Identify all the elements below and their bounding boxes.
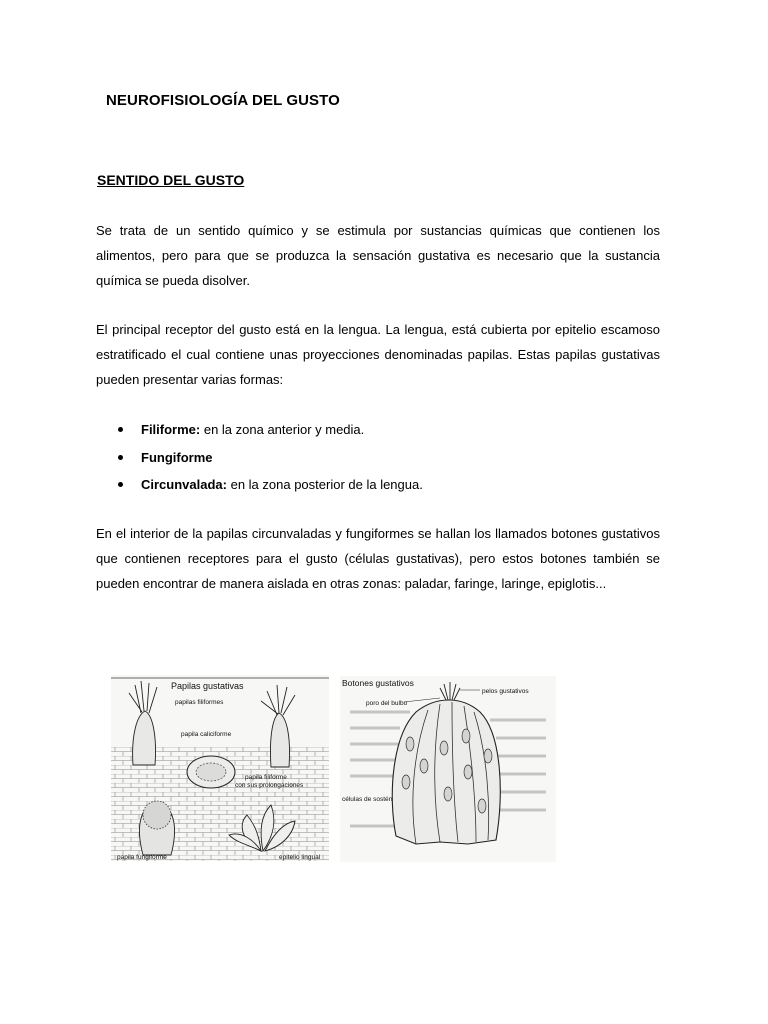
list-item: [118, 416, 423, 444]
label-celulas-de-sosten: células de sostén: [342, 796, 393, 803]
list-term: Circunvalada:: [141, 477, 227, 492]
section-heading: SENTIDO DEL GUSTO: [97, 172, 245, 188]
bullet-icon: [118, 455, 123, 460]
list-text: en la zona posterior de la lengua.: [226, 477, 423, 492]
bullet-icon: [118, 427, 123, 432]
label-pelos-gustativos: pelos gustativos: [482, 688, 529, 695]
bullet-icon: [118, 482, 123, 487]
figure-title: Botones gustativos: [342, 678, 414, 688]
list-item: [118, 444, 423, 472]
list-term: Fungiforme: [141, 449, 213, 465]
label-papila-filiforme: papila filiforme: [245, 774, 287, 781]
label-papilas-filiformes: papilas filiformes: [175, 699, 224, 706]
botones-illustration: [340, 676, 556, 862]
document-title: NEUROFISIOLOGÍA DEL GUSTO: [106, 92, 340, 109]
list-text: en la zona anterior y media.: [200, 422, 365, 437]
figure-title: Papilas gustativas: [171, 681, 244, 691]
papilas-list: [118, 416, 423, 499]
list-term: Filiforme:: [141, 422, 201, 437]
list-item: [118, 471, 423, 499]
label-prolongaciones: con sus prolongaciones: [235, 782, 304, 789]
label-papila-fungiforme: papila fungiforme: [117, 854, 167, 861]
paragraph-2: El principal receptor del gusto está en la lengua. La lengua, está cubierta por epitelio escamoso estratificado el cual contiene unas proyecciones denominadas papilas. Estas papilas gustativas pueden presentar varias formas:: [96, 322, 660, 387]
label-epitelio-lingual: epitelio lingual: [279, 854, 321, 861]
paragraph-1: Se trata de un sentido químico y se estimula por sustancias químicas que contienen los alimentos, pero para que se produzca la sensación gustativa es necesario que la sustancia química se pueda disolver.: [96, 223, 660, 288]
figure-botones-gustativos: [340, 676, 556, 862]
papilas-illustration: [111, 675, 329, 861]
label-papila-caliciforme: papila caliciforme: [181, 731, 232, 738]
figure-papilas-gustativas: [111, 675, 329, 861]
label-poro-del-bulbo: poro del bulbo: [366, 700, 408, 707]
paragraph-3: En el interior de la papilas circunvaladas y fungiformes se hallan los llamados botones gustativos que contienen receptores para el gusto (células gustativas), pero estos botones también se pueden encontrar de manera aislada en otras zonas: paladar, faringe, laringe, epiglotis...: [96, 526, 660, 591]
